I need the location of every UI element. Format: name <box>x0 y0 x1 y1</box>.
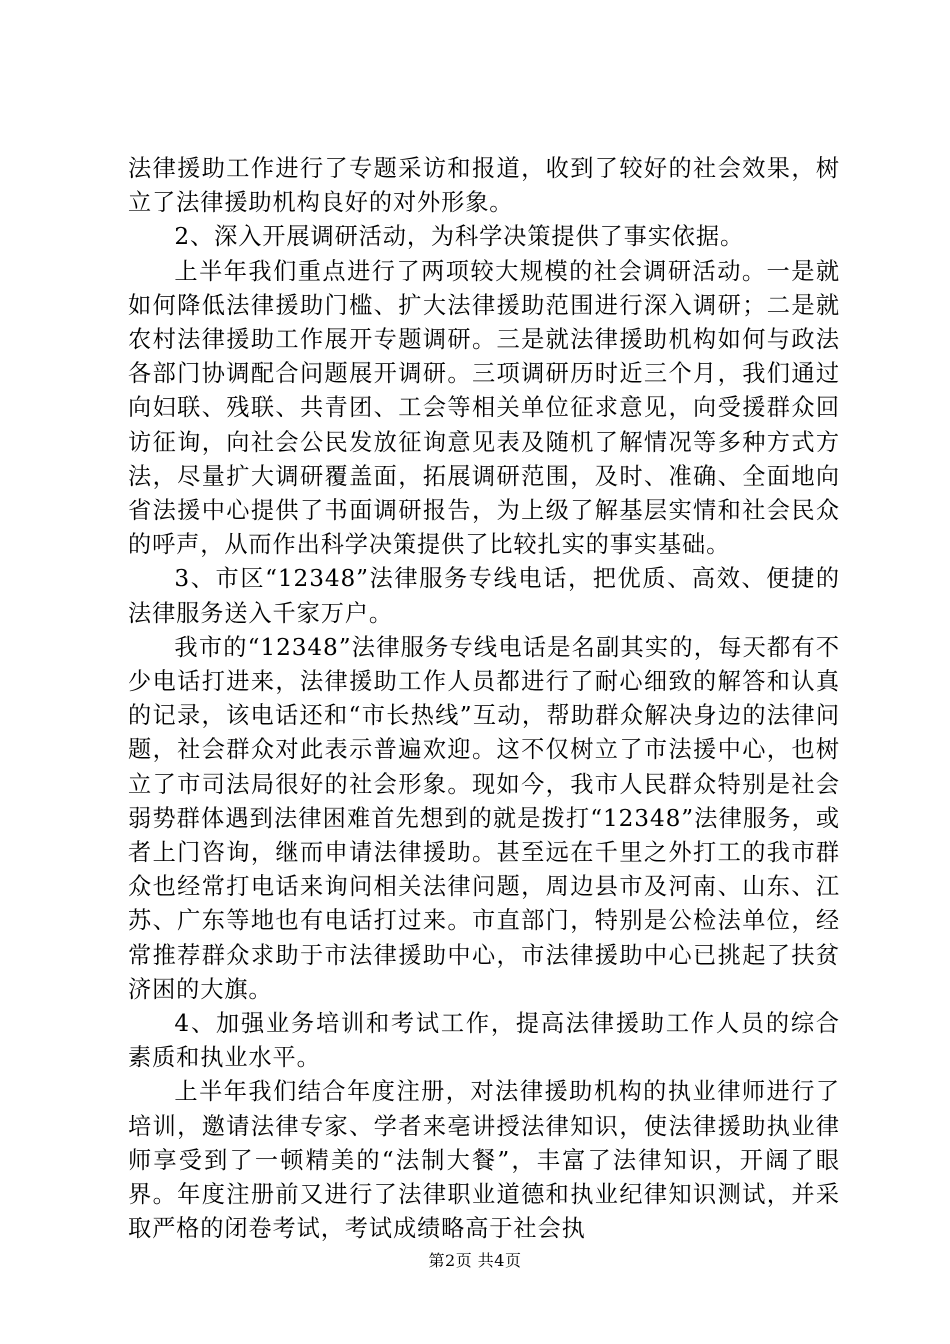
paragraph-1: 法律援助工作进行了专题采访和报道，收到了较好的社会效果，树立了法律援助机构良好的对外形象。 <box>128 155 840 217</box>
paragraph-6-heading: 4、加强业务培训和考试工作，提高法律援助工作人员的综合素质和执业水平。 <box>128 1010 840 1072</box>
page-number-footer: 第2页 共4页 <box>428 1251 522 1270</box>
paragraph-7: 上半年我们结合年度注册，对法律援助机构的执业律师进行了培训，邀请法律专家、学者来亳讲授法律知识，使法律援助执业律师享受到了一顿精美的“法制大餐”，丰富了法律知识，开阔了眼界。年度注册前又进行了法律职业道德和执业纪律知识测试，并采取严格的闭卷考试，考试成绩略高于社会执 <box>128 1078 840 1243</box>
paragraph-3: 上半年我们重点进行了两项较大规模的社会调研活动。一是就如何降低法律援助门槛、扩大法律援助范围进行深入调研；二是就农村法律援助工作展开专题调研。三是就法律援助机构如何与政法各部门协调配合问题展开调研。三项调研历时近三个月，我们通过向妇联、残联、共青团、工会等相关单位征求意见，向受援群众回访征询，向社会公民发放征询意见表及随机了解情况等多种方式方法，尽量扩大调研覆盖面，拓展调研范围，及时、准确、全面地向省法援中心提供了书面调研报告，为上级了解基层实情和社会民众的呼声，从而作出科学决策提供了比较扎实的事实基础。 <box>128 257 840 559</box>
paragraph-2-heading: 2、深入开展调研活动，为科学决策提供了事实依据。 <box>174 223 745 251</box>
paragraph-4-heading: 3、市区“12348”法律服务专线电话，把优质、高效、便捷的法律服务送入千家万户。 <box>128 565 840 627</box>
paragraph-5: 我市的“12348”法律服务专线电话是名副其实的，每天都有不少电话打进来，法律援助工作人员都进行了耐心细致的解答和认真的记录，该电话还和“市长热线”互动，帮助群众解决身边的法律问题，社会群众对此表示普遍欢迎。这不仅树立了市法援中心，也树立了市司法局很好的社会形象。现如今，我市人民群众特别是社会弱势群体遇到法律困难首先想到的就是拨打“12348”法律服务，或者上门咨询，继而申请法律援助。甚至远在千里之外打工的我市群众也经常打电话来询问相关法律问题，周边县市及河南、山东、江苏、广东等地也有电话打过来。市直部门，特别是公检法单位，经常推荐群众求助于市法律援助中心，市法律援助中心已挑起了扶贫济困的大旗。 <box>128 633 840 1003</box>
document-body <box>128 152 840 1247</box>
